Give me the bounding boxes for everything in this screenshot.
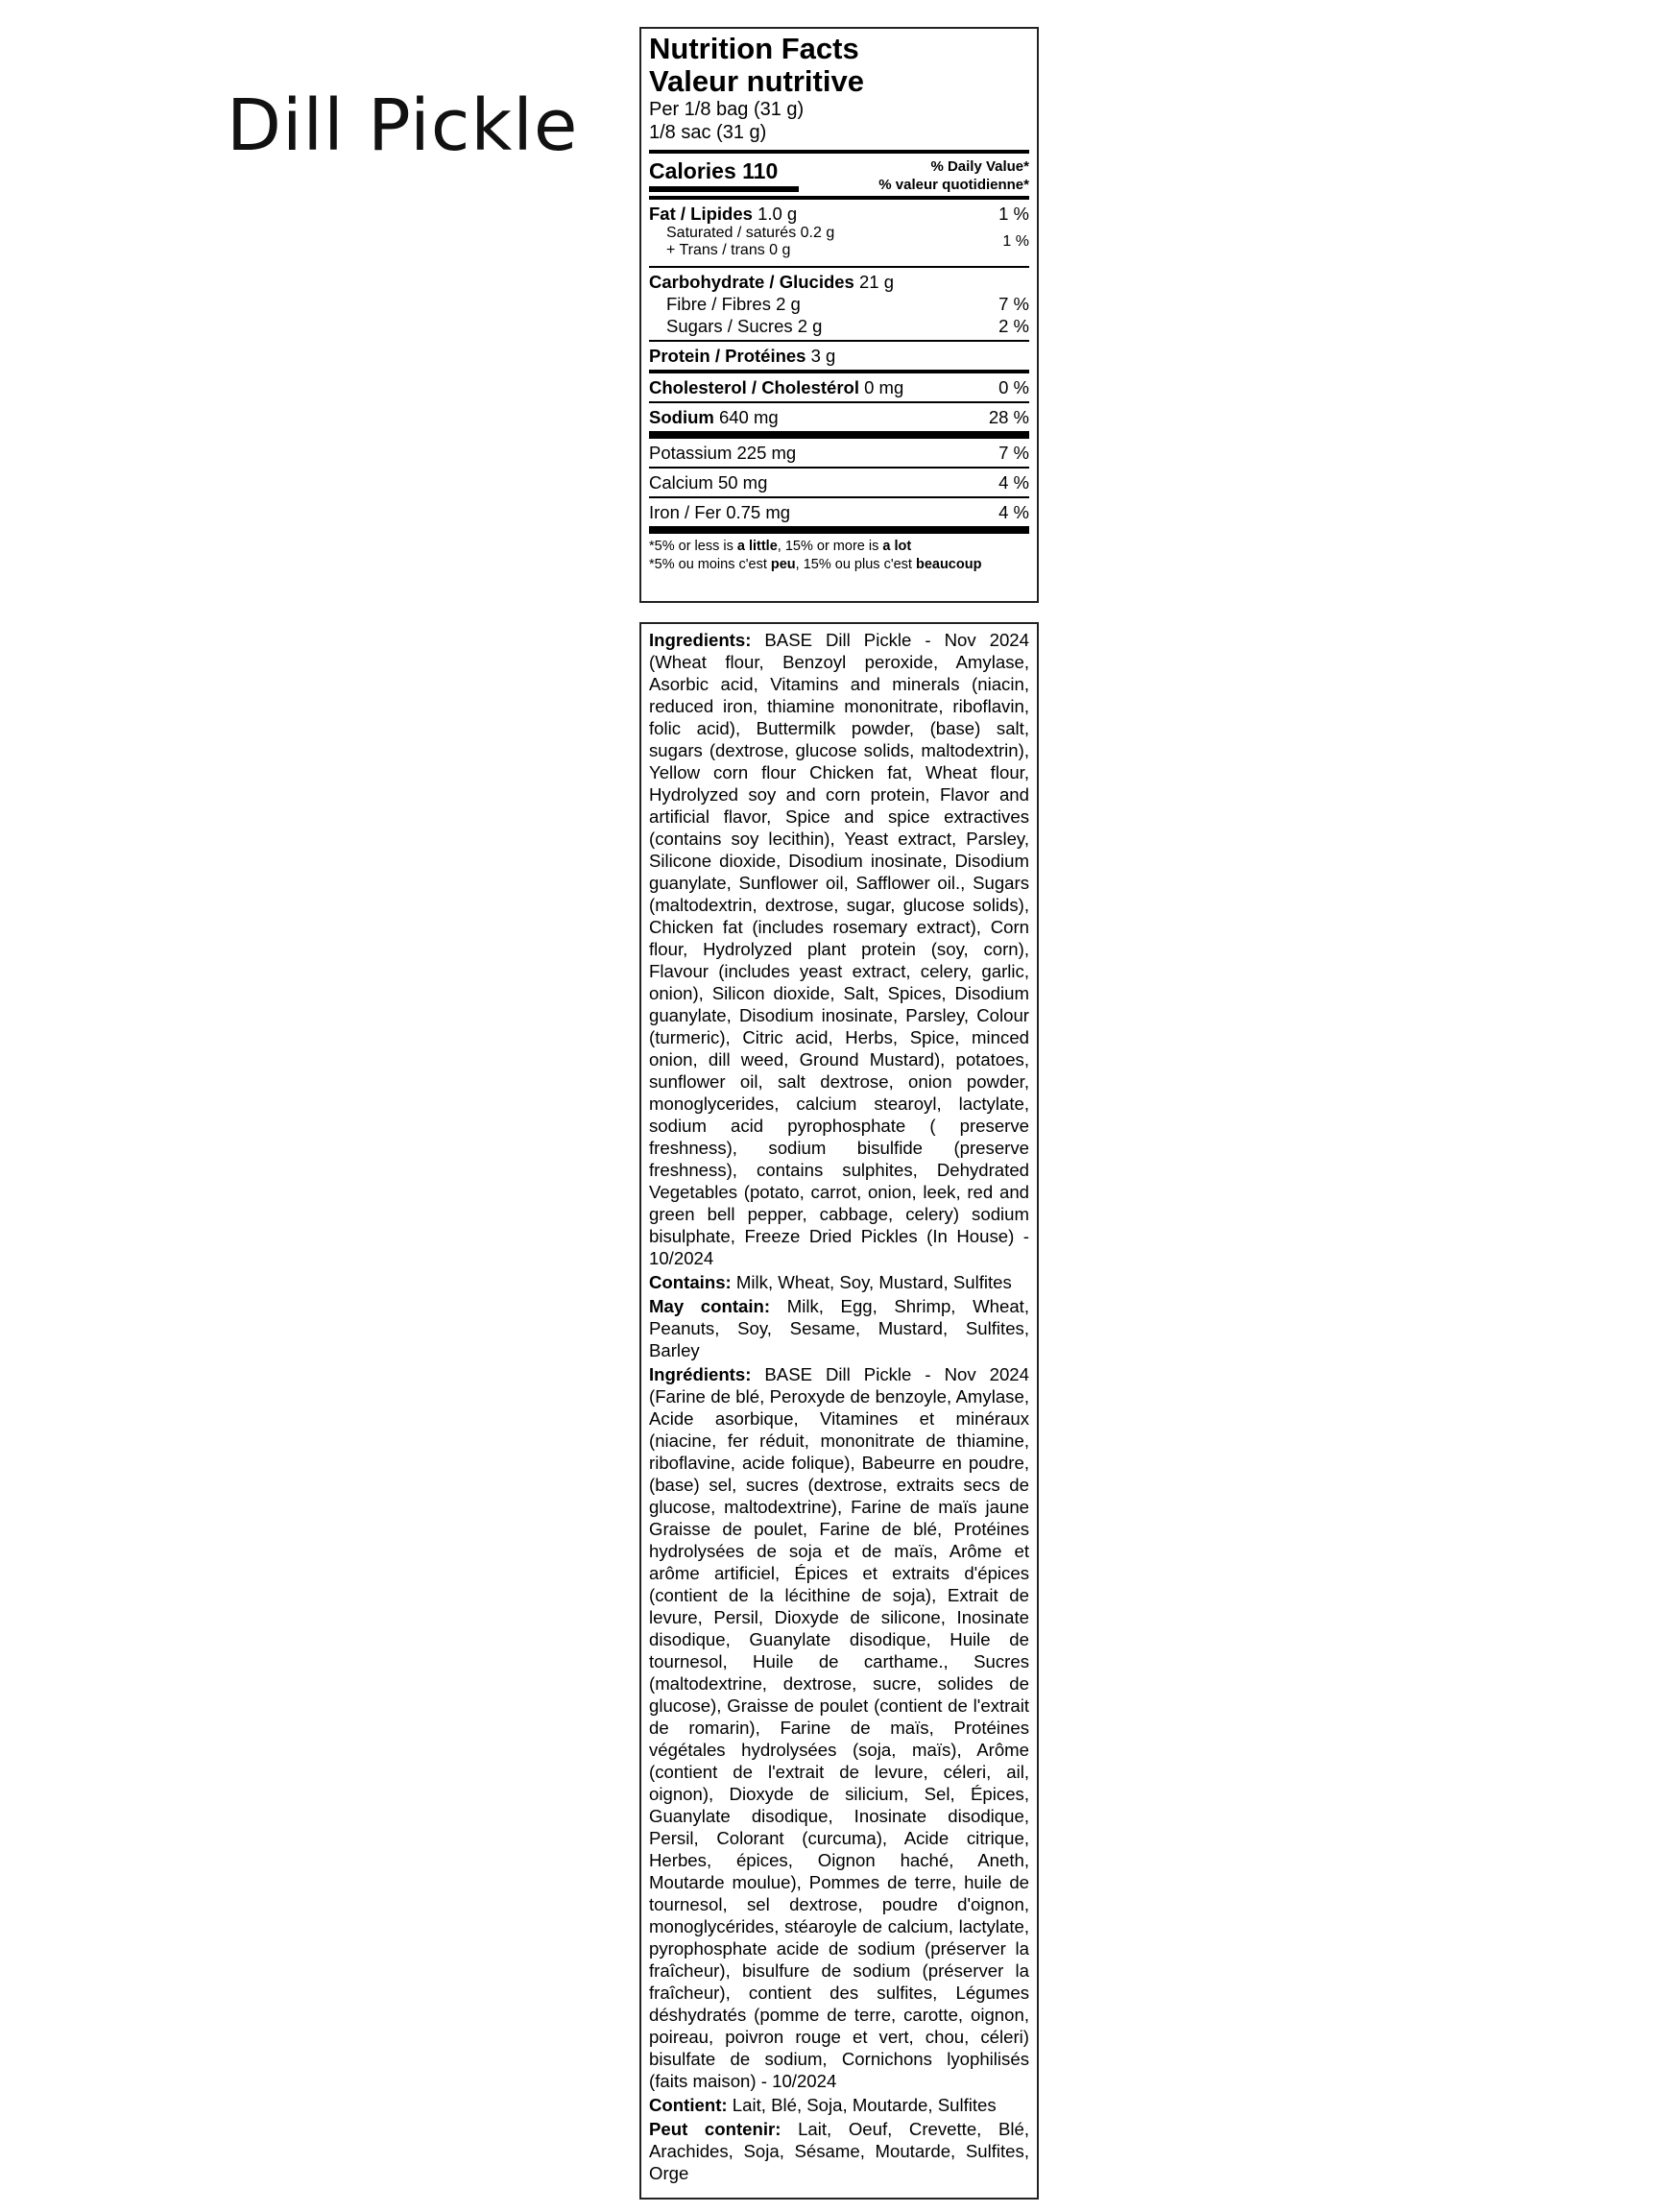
sodium-row: Sodium 640 mg 28 % (649, 407, 1029, 427)
ingredients-en: Ingredients: BASE Dill Pickle - Nov 2024 (Wheat flour, Benzoyl peroxide, Amylase, Asorbic acid, Vitamins and minerals (niacin, reduced iron, thiamine mononitrate, riboflavin, folic acid), Buttermilk powder, (base) salt, sugars (dextrose, glucose solids, maltodextrin), Yellow corn flour Chicken fat, Wheat flour, Hydrolyzed soy and corn protein, Flavor and artificial flavor, Spice and spice extractives (contains soy lecithin), Yeast extract, Parsley, Silicone dioxide, Disodium inosinate, Disodium guanylate, Sunflower oil, Safflower oil., Sugars (maltodextrin, dextrose, sugar, glucose solids), Chicken fat (includes rosemary extract), Corn flour, Hydrolyzed plant protein (soy, corn), Flavour (includes yeast extract, celery, garlic, onion), Silicon dioxide, Salt, Spices, Disodium guanylate, Disodium inosinate, Parsley, Colour (turmeric), Citric acid, Herbs, Spice, minced onion, dill weed, Ground Mustard), potatoes, sunflower oil, salt dextrose, onion powder, monoglycerides, calcium stearoyl, lactylate, sodium acid pyrophosphate ( preserve freshness), sodium bisulfide (preserve freshness), contains sulphites, Dehydrated Vegetables (potato, carrot, onion, leek, red and green bell pepper, cabbage, celery) sodium bisulphate, Freeze Dried Pickles (In House) - 10/2024 (649, 630, 1029, 1268)
saturated-trans-row (649, 225, 1029, 259)
may-contain-en: May contain: Milk, Egg, Shrimp, Wheat, Peanuts, Soy, Sesame, Mustard, Sulfites, Barley (649, 1296, 1029, 1360)
nutrition-facts-panel (639, 27, 1039, 603)
sat-trans-pct: 1 % (1002, 233, 1029, 250)
footnote-en: *5% or less is a little, 15% or more is a lot (649, 539, 912, 554)
protein-row: Protein / Protéines 3 g (649, 346, 836, 366)
serving-size-fr: 1/8 sac (31 g) (649, 122, 767, 143)
contains-en: Contains: Milk, Wheat, Soy, Mustard, Sulfites (649, 1272, 1012, 1292)
nutrition-title-fr: Valeur nutritive (649, 64, 864, 98)
product-title: Dill Pickle (227, 84, 579, 167)
trans-label: + Trans / trans 0 g (666, 242, 791, 258)
footnote-fr: *5% ou moins c'est peu, 15% ou plus c'est beaucoup (649, 557, 982, 572)
nutrition-title-en: Nutrition Facts (649, 32, 859, 65)
calories-row (649, 154, 1029, 196)
fat-row: Fat / Lipides 1.0 g 1 % (649, 204, 1029, 224)
ingredients-panel (639, 622, 1039, 2200)
carb-row: Carbohydrate / Glucides 21 g (649, 272, 894, 292)
daily-value-en: % Daily Value* (930, 158, 1029, 175)
may-contain-fr: Peut contenir: Lait, Oeuf, Crevette, Blé, Arachides, Soja, Sésame, Moutarde, Sulfites, Orge (649, 2119, 1030, 2183)
sugars-row: Sugars / Sucres 2 g 2 % (666, 316, 1029, 336)
saturated-label: Saturated / saturés 0.2 g (666, 225, 835, 241)
ingredients-fr: Ingrédients: BASE Dill Pickle - Nov 2024 (Farine de blé, Peroxyde de benzoyle, Amylase, Acide asorbique, Vitamines et minéraux (niacine, fer réduit, mononitrate de thiamine, riboflavine, acide folique), Babeurre en poudre, (base) sel, sucres (dextrose, extraits secs de glucose, maltodextrine), Farine de maïs jaune Graisse de poulet, Farine de blé, Protéines hydrolysées de soja et de maïs, Arôme et arôme artificiel, Épices et extraits d'épices (contient de la lécithine de soja), Extrait de levure, Persil, Dioxyde de silicone, Inosinate disodique, Guanylate disodique, Huile de tournesol, Huile de carthame., Sucres (maltodextrine, dextrose, sucre, solides de glucose), Graisse de poulet (contient de l'extrait de romarin), Farine de maïs, Protéines végétales hydrolysées (soja, maïs), Arôme (contient de l'extrait de levure, céleri, ail, oignon), Dioxyde de silicium, Sel, Épices, Guanylate disodique, Inosinate disodique, Persil, Colorant (curcuma), Acide citrique, Herbes, épices, Oignon haché, Aneth, Moutarde moulue), Pommes de terre, huile de tournesol, sel dextrose, poudre d'oignon, monoglycérides, stéaroyle de calcium, lactylate, pyrophosphate acide de sodium (préserver la fraîcheur), bisulfure de sodium (préserver la fraîcheur), contient des sulfites, Légumes déshydratés (pomme de terre, carotte, oignon, poireau, poivron rouge et vert, chou, céleri) bisulfate de sodium, Cornichons lyophilisés (faits maison) - 10/2024 (649, 1364, 1029, 2091)
fibre-row: Fibre / Fibres 2 g 7 % (666, 294, 1029, 314)
iron-row: Iron / Fer 0.75 mg 4 % (649, 502, 1029, 522)
calcium-row: Calcium 50 mg 4 % (649, 472, 1029, 493)
potassium-row: Potassium 225 mg 7 % (649, 443, 1029, 463)
calories-bar (649, 186, 799, 192)
contains-fr: Contient: Lait, Blé, Soja, Moutarde, Sulfites (649, 2095, 997, 2115)
calories-label: Calories 110 (649, 158, 779, 183)
cholesterol-row: Cholesterol / Cholestérol 0 mg 0 % (649, 377, 1029, 397)
serving-size-en: Per 1/8 bag (31 g) (649, 99, 805, 120)
footnote (649, 538, 1029, 574)
daily-value-fr: % valeur quotidienne* (878, 177, 1029, 193)
